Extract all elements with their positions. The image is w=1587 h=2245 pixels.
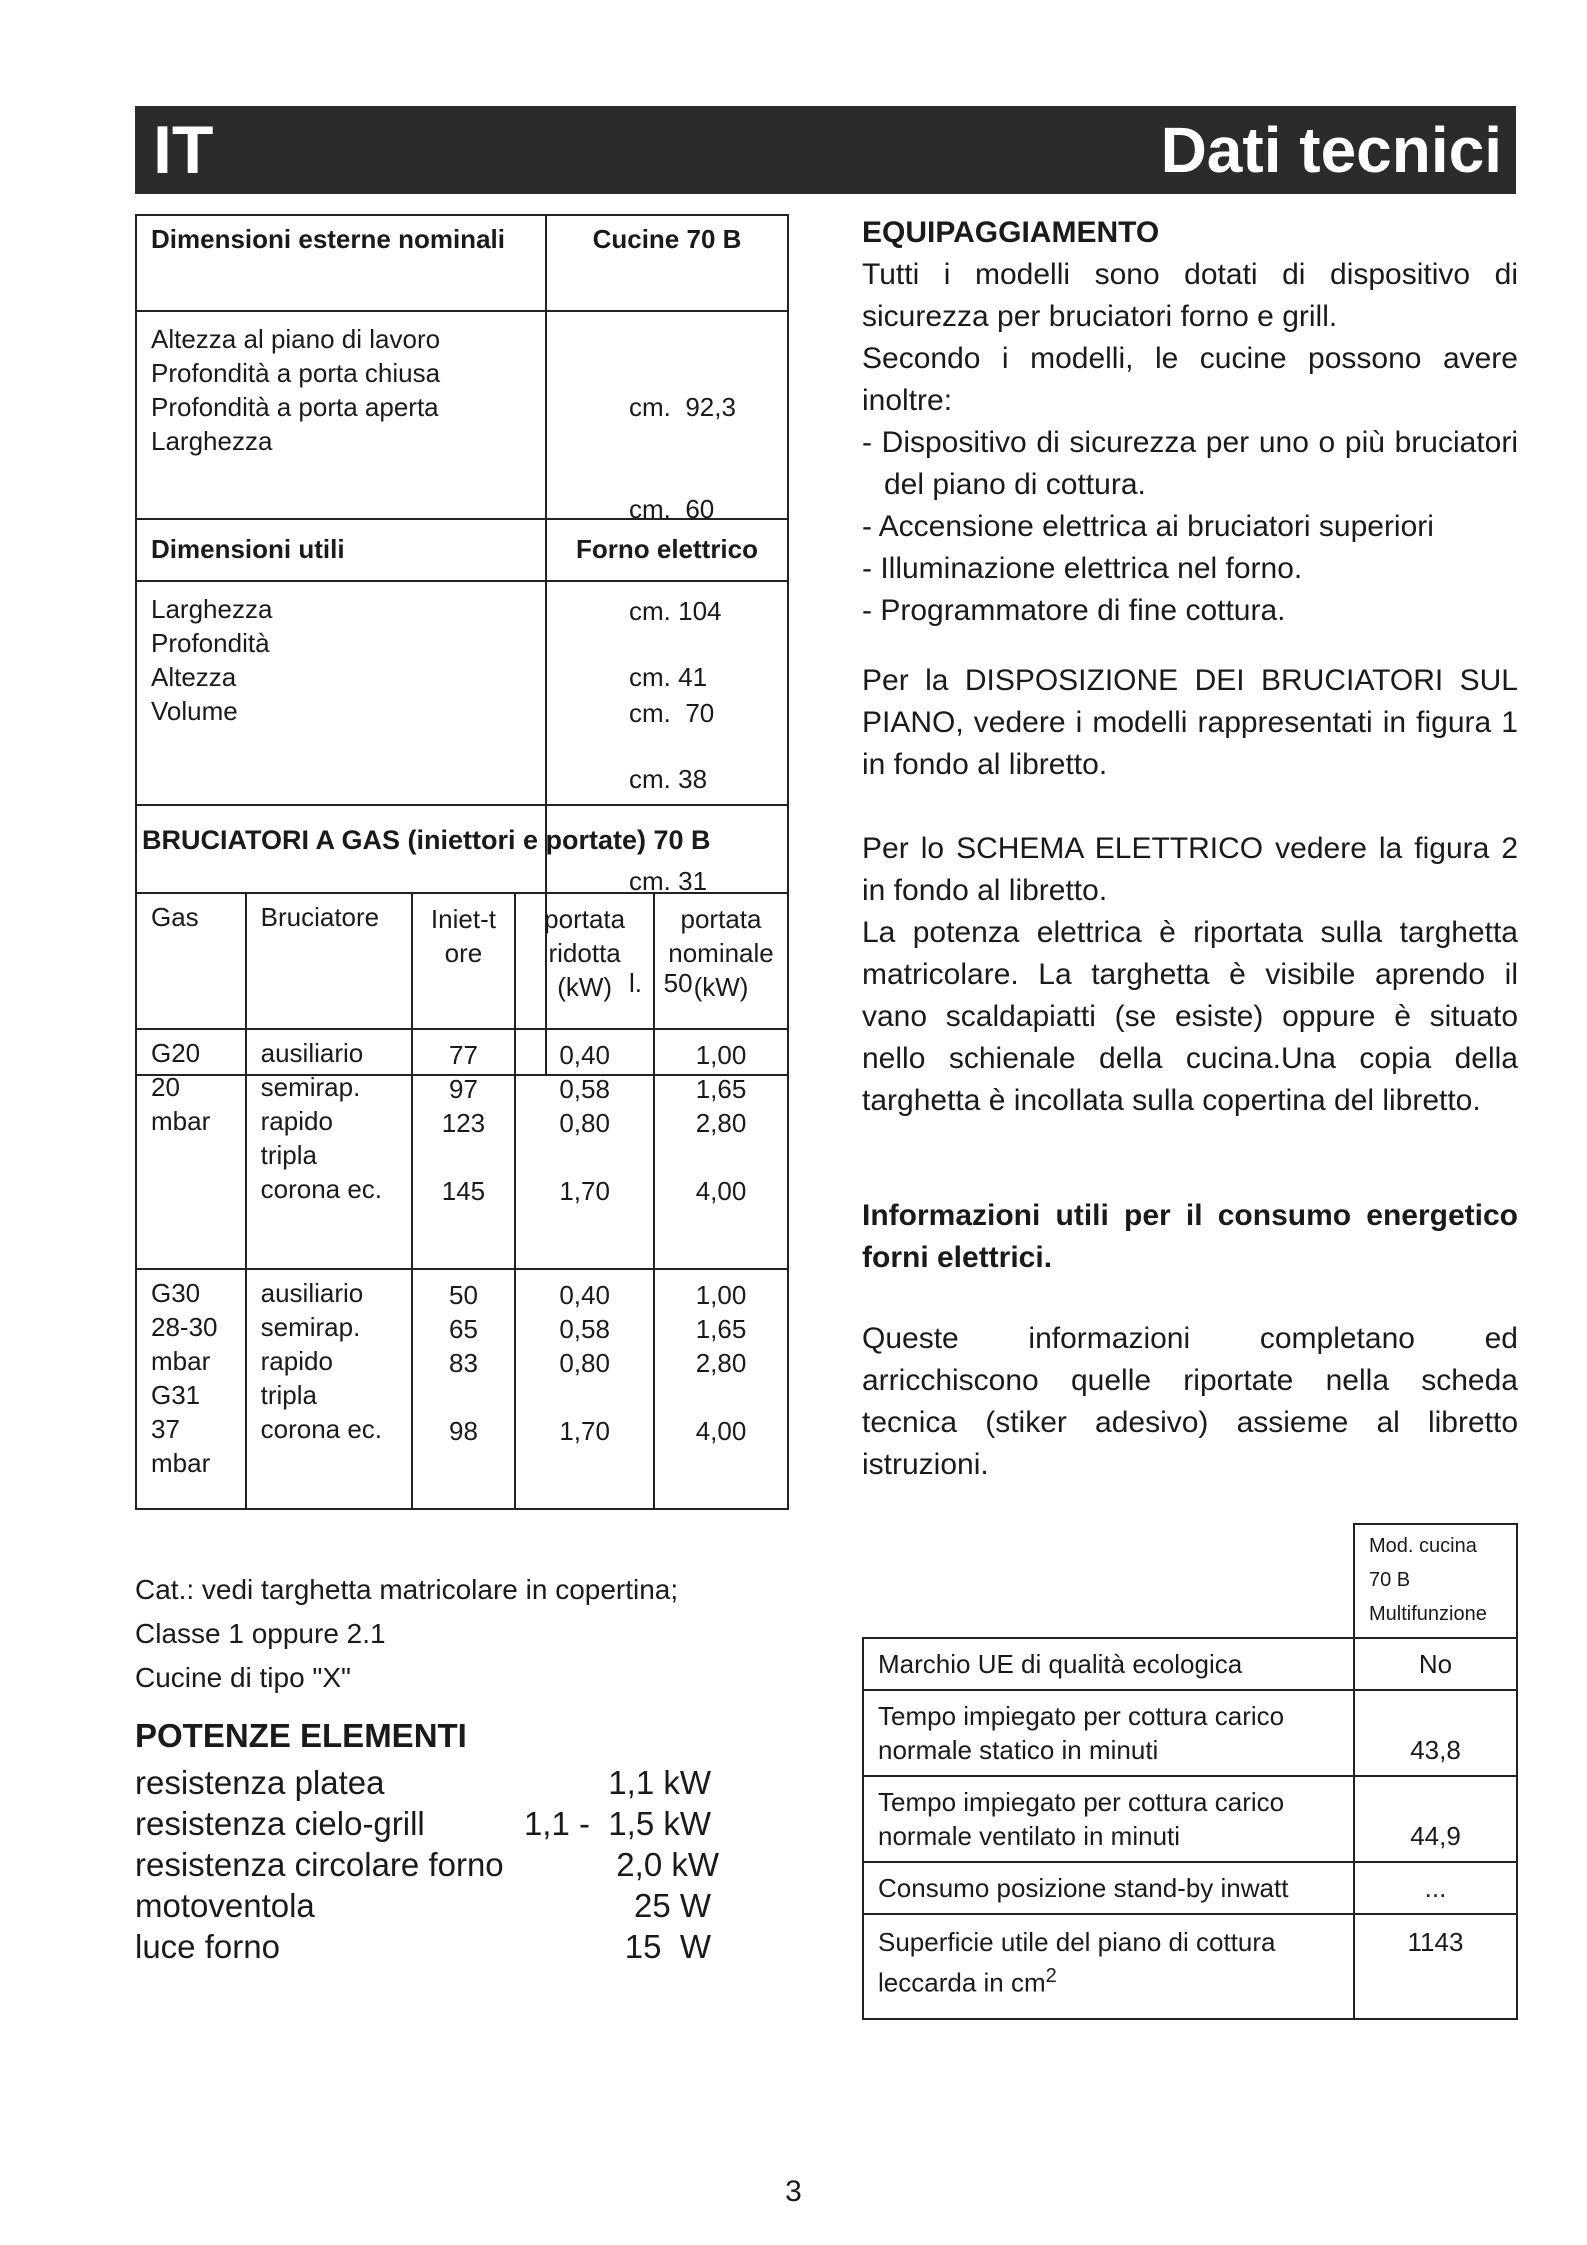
dimensioni-utili-header: Dimensioni utili bbox=[136, 519, 546, 581]
table-cell: 1,65 bbox=[695, 1074, 747, 1104]
iniettore-cell bbox=[412, 1269, 516, 1509]
paragraph: Secondo i modelli, le cucine possono avere inoltre: bbox=[862, 342, 1518, 417]
table-cell: G20 bbox=[151, 1038, 201, 1068]
list-item bbox=[135, 1926, 735, 1967]
list-item bbox=[135, 1762, 735, 1803]
table-cell: 28-30 bbox=[151, 1312, 218, 1342]
list-item bbox=[135, 1885, 735, 1926]
energy-label-cell bbox=[863, 1914, 1354, 2019]
energy-label: Tempo impiegato per cottura carico normale statico in minuti bbox=[863, 1690, 1354, 1776]
section-title: EQUIPAGGIAMENTO bbox=[862, 216, 1160, 249]
list-item bbox=[135, 1803, 735, 1844]
bruciatore-cell bbox=[246, 1029, 412, 1269]
nominale-cell bbox=[654, 1269, 788, 1509]
dimensioni-esterne-header: Dimensioni esterne nominali bbox=[136, 215, 546, 311]
energy-value: 1143 bbox=[1354, 1914, 1517, 2019]
ridotta-col-header bbox=[515, 893, 654, 1029]
table-cell: rapido bbox=[260, 1106, 333, 1136]
table-cell: cm. 41 bbox=[629, 662, 708, 692]
table-cell: Larghezza bbox=[151, 594, 273, 624]
table-cell: 20 bbox=[151, 1072, 180, 1102]
cucine-header: Cucine 70 B bbox=[546, 215, 788, 311]
empty-cell bbox=[863, 1524, 1354, 1638]
paragraph: Queste informazioni completano ed arricchiscono quelle riportate nella scheda tecnica (stiker adesivo) assieme al libretto istruzioni. bbox=[862, 1322, 1518, 1481]
table-cell: 2,80 bbox=[695, 1108, 747, 1138]
element-value: 2,0 kW bbox=[616, 1846, 719, 1883]
list-item: - Programmatore di fine cottura. bbox=[862, 594, 1286, 627]
gas-group-g30 bbox=[136, 1269, 788, 1509]
table-cell: 98 bbox=[448, 1416, 478, 1446]
element-name: luce forno bbox=[135, 1928, 280, 1965]
nominale-col-header bbox=[654, 893, 788, 1029]
list-item bbox=[135, 1844, 735, 1885]
table-cell: cm. 104 bbox=[629, 596, 722, 626]
table-cell: mbar bbox=[151, 1448, 211, 1478]
table-cell: 37 bbox=[151, 1414, 180, 1444]
table-cell: rapido bbox=[260, 1346, 333, 1376]
element-value: 1,1 kW bbox=[608, 1764, 711, 1801]
gas-burner-table bbox=[135, 892, 789, 1510]
table-cell: 0,40 bbox=[559, 1040, 610, 1070]
energy-value: ... bbox=[1354, 1862, 1517, 1914]
gas-group-g20 bbox=[136, 1029, 788, 1269]
list-item: - Illuminazione elettrica nel forno. bbox=[862, 552, 1303, 585]
table-cell: corona ec. bbox=[260, 1414, 383, 1444]
table-cell: 65 bbox=[448, 1314, 478, 1344]
energy-description bbox=[862, 1318, 1518, 1486]
element-name: resistenza cielo-grill bbox=[135, 1805, 425, 1842]
table-cell: 1,00 bbox=[695, 1280, 747, 1310]
gas-col-header: Gas bbox=[136, 893, 246, 1029]
superscript: 2 bbox=[1045, 1965, 1057, 1987]
table-cell: 83 bbox=[448, 1348, 478, 1378]
table-cell: 0,58 bbox=[559, 1314, 610, 1344]
table-cell: Altezza bbox=[151, 662, 237, 692]
class-line: Classe 1 oppure 2.1 bbox=[135, 1618, 386, 1649]
element-name: motoventola bbox=[135, 1887, 315, 1924]
table-cell: G31 bbox=[151, 1380, 201, 1410]
table-cell: 2,80 bbox=[695, 1348, 747, 1378]
paragraph: La potenza elettrica è riportata sulla targhetta matricolare. La targhetta è visibile aprendo il vano scaldapiatti (se esiste) oppure è situato nello schienale della cucina.Una copia della targhetta è incollata sulla copertina del libretto. bbox=[862, 916, 1518, 1117]
table-cell: cm. 38 bbox=[629, 764, 708, 794]
cat-line: Cat.: vedi targhetta matricolare in copertina; bbox=[135, 1574, 679, 1605]
list-item: - Dispositivo di sicurezza per uno o più bruciatori del piano di cottura. bbox=[862, 426, 1518, 501]
table-cell: l. 50 bbox=[629, 968, 693, 998]
section-title: Informazioni utili per il consumo energetico forni elettrici. bbox=[862, 1199, 1518, 1274]
table-cell: Profondità a porta aperta bbox=[151, 392, 439, 422]
nominale-cell bbox=[654, 1029, 788, 1269]
table-cell: cm. 60 bbox=[629, 494, 715, 524]
table-cell bbox=[655, 1140, 787, 1174]
type-line: Cucine di tipo "X" bbox=[135, 1662, 351, 1693]
page-number: 3 bbox=[785, 2175, 802, 2208]
energy-info-section bbox=[862, 1195, 1518, 1279]
iniettore-col-header bbox=[412, 893, 516, 1029]
table-cell: 4,00 bbox=[695, 1176, 747, 1206]
table-cell: ausiliario bbox=[260, 1278, 364, 1308]
table-cell: Larghezza bbox=[151, 426, 273, 456]
table-cell: 123 bbox=[441, 1108, 486, 1138]
table-cell: Profondità a porta chiusa bbox=[151, 358, 441, 388]
paragraph: Per lo SCHEMA ELETTRICO vedere la figura 2 in fondo al libretto. bbox=[862, 832, 1518, 907]
table-cell: corona ec. bbox=[260, 1174, 383, 1204]
table-cell: Profondità bbox=[151, 628, 270, 658]
table-cell: 0,58 bbox=[559, 1074, 610, 1104]
table-cell: Altezza al piano di lavoro bbox=[151, 324, 441, 354]
table-cell: 0,40 bbox=[559, 1280, 610, 1310]
table-cell bbox=[655, 1380, 787, 1414]
table-cell: 97 bbox=[448, 1074, 478, 1104]
equipaggiamento-section bbox=[862, 212, 1518, 632]
table-cell: semirap. bbox=[260, 1312, 361, 1342]
ridotta-cell bbox=[515, 1029, 654, 1269]
table-cell: 0,80 bbox=[559, 1348, 610, 1378]
disposizione-section bbox=[862, 660, 1518, 786]
potenze-title: POTENZE ELEMENTI bbox=[135, 1717, 467, 1754]
iniettore-cell bbox=[412, 1029, 516, 1269]
iniettore-header-text: Iniet-tore bbox=[430, 904, 496, 968]
language-code: IT bbox=[153, 112, 214, 188]
potenze-list bbox=[135, 1762, 735, 1967]
category-info bbox=[135, 1568, 678, 1700]
table-cell bbox=[516, 1140, 653, 1174]
table-cell: 50 bbox=[448, 1280, 478, 1310]
model-header bbox=[1354, 1524, 1517, 1638]
table-cell: mbar bbox=[151, 1106, 211, 1136]
gas-type-cell bbox=[136, 1029, 246, 1269]
table-cell: Volume bbox=[151, 696, 238, 726]
table-cell: cm. 31 bbox=[629, 866, 708, 896]
table-cell: 1,70 bbox=[559, 1176, 610, 1206]
paragraph: Per la DISPOSIZIONE DEI BRUCIATORI SUL PIANO, vedere i modelli rappresentati in figura 1 in fondo al libretto. bbox=[862, 664, 1518, 781]
model-header-text: Mod. cucina 70 B Multifunzione bbox=[1369, 1535, 1487, 1625]
energy-value: 43,8 bbox=[1354, 1690, 1517, 1776]
element-value: 1,1 - 1,5 kW bbox=[523, 1805, 711, 1842]
forno-elettrico-header: Forno elettrico bbox=[546, 519, 788, 581]
energy-value: 44,9 bbox=[1354, 1776, 1517, 1862]
bruciatore-col-header: Bruciatore bbox=[246, 893, 412, 1029]
gas-type-cell bbox=[136, 1269, 246, 1509]
element-name: resistenza platea bbox=[135, 1764, 385, 1801]
table-cell: ausiliario bbox=[260, 1038, 364, 1068]
element-value: 15 W bbox=[624, 1928, 711, 1965]
energy-label: Tempo impiegato per cottura carico normale ventilato in minuti bbox=[863, 1776, 1354, 1862]
paragraph: Tutti i modelli sono dotati di dispositivo di sicurezza per bruciatori forno e grill. bbox=[862, 258, 1518, 333]
header-bar bbox=[135, 106, 1516, 194]
element-name: resistenza circolare forno bbox=[135, 1846, 504, 1883]
table-cell: cm. 92,3 bbox=[629, 392, 736, 422]
ridotta-cell bbox=[515, 1269, 654, 1509]
energy-label: Marchio UE di qualità ecologica bbox=[863, 1638, 1354, 1690]
table-cell: 4,00 bbox=[695, 1416, 747, 1446]
table-cell: 1,65 bbox=[695, 1314, 747, 1344]
table-cell: 1,00 bbox=[695, 1040, 747, 1070]
nominale-header-text: portata nominale (kW) bbox=[668, 904, 774, 1002]
schema-section bbox=[862, 828, 1518, 1122]
list-item: - Accensione elettrica ai bruciatori superiori bbox=[862, 510, 1434, 543]
table-cell: semirap. bbox=[260, 1072, 361, 1102]
table-cell: cm. 70 bbox=[629, 698, 715, 728]
energy-label: Superficie utile del piano di cottura leccarda in cm bbox=[878, 1927, 1276, 1998]
table-cell bbox=[413, 1140, 515, 1174]
bruciatore-cell bbox=[246, 1269, 412, 1509]
energy-value: No bbox=[1354, 1638, 1517, 1690]
table-cell: G30 bbox=[151, 1278, 201, 1308]
table-cell: tripla bbox=[260, 1140, 317, 1170]
table-cell: mbar bbox=[151, 1346, 211, 1376]
table-cell: 0,80 bbox=[559, 1108, 610, 1138]
energy-table bbox=[862, 1523, 1518, 2020]
energy-label: Consumo posizione stand-by inwatt bbox=[863, 1862, 1354, 1914]
gas-table-title: BRUCIATORI A GAS (iniettori e portate) 70 B bbox=[142, 825, 711, 855]
element-value: 25 W bbox=[633, 1887, 711, 1924]
ridotta-header-text: portata ridotta (kW) bbox=[544, 904, 626, 1002]
table-cell: tripla bbox=[260, 1380, 317, 1410]
table-cell: 1,70 bbox=[559, 1416, 610, 1446]
table-cell: 77 bbox=[448, 1040, 478, 1070]
table-cell bbox=[516, 1380, 653, 1414]
table-cell bbox=[413, 1380, 515, 1414]
table-cell: 145 bbox=[441, 1176, 486, 1206]
page-title: Dati tecnici bbox=[1160, 114, 1502, 186]
